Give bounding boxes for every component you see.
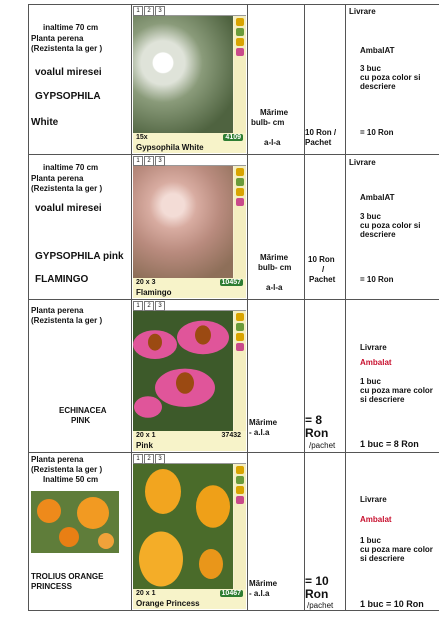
image-cell (132, 453, 248, 611)
common-name: voalul miresei (35, 203, 102, 214)
month-strip: 1 2 3 (133, 454, 246, 464)
card-footer (133, 431, 246, 451)
variety-name: PINK (71, 416, 91, 425)
photo-text: cu poza color si (360, 73, 421, 82)
description-cell (29, 300, 132, 453)
frost-text: (Rezistenta la ger ) (31, 465, 103, 474)
perennial-text: Planta perena (31, 455, 84, 464)
bee-icon (236, 486, 244, 494)
description-cell (29, 453, 132, 611)
leaf-icon (236, 28, 244, 36)
sun-icon (236, 168, 244, 176)
frost-text: (Rezistenta la ger ) (31, 184, 103, 193)
perennial-text: Planta perena (31, 306, 84, 315)
price-cell (305, 453, 346, 611)
price-cell (305, 300, 346, 453)
photo-text: cu poza color si (360, 221, 421, 230)
card-code: 10467 (221, 590, 241, 597)
total-text: = 10 Ron (360, 128, 394, 137)
common-name: voalul miresei (35, 67, 102, 78)
flower-icon (236, 496, 244, 504)
total-text: 1 buc = 8 Ron (360, 439, 419, 449)
delivery-label: Livrare (360, 343, 387, 352)
echinacea-photo (133, 311, 233, 431)
size-value: - a.l.a (249, 589, 270, 598)
qty-text: 3 buc (360, 212, 381, 221)
trollius-thumbnail (31, 491, 119, 553)
info-cell (346, 5, 439, 155)
size-value: a-l-a (264, 138, 281, 147)
gypsophila-pink-photo (133, 166, 233, 278)
flower-icon (236, 343, 244, 351)
month-strip: 1 2 3 (133, 6, 246, 16)
price-value: = 8 (305, 413, 323, 427)
card-code: 37432 (221, 432, 241, 439)
price-unit: Pachet (309, 275, 336, 284)
card-name: Flamingo (136, 288, 172, 297)
photo-text: cu poza mare color (360, 386, 433, 395)
size-label: Mărime (249, 418, 278, 427)
variety-name: White (31, 117, 59, 128)
qty-text: 3 buc (360, 64, 381, 73)
icon-column (234, 464, 246, 589)
card-name: Orange Princess (136, 599, 200, 608)
trollius-flowers (133, 464, 233, 589)
price-sep: / (322, 265, 325, 274)
perennial-text: Planta perena (31, 174, 84, 183)
icon-column (234, 166, 246, 278)
size-value: - a.l.a (249, 428, 270, 437)
flower-icon (236, 198, 244, 206)
trollius-thumbnail-flowers (31, 491, 119, 553)
desc-text: si descriere (360, 395, 405, 404)
species-name: GYPSOPHILA (35, 91, 101, 102)
price-currency: Ron (305, 426, 329, 440)
total-text: = 10 Ron (360, 275, 394, 284)
price-cell (305, 5, 346, 155)
image-cell (132, 5, 248, 155)
icon-column (234, 311, 246, 431)
info-cell (346, 300, 439, 453)
variety-name: FLAMINGO (35, 274, 89, 285)
price-text: 10 Ron (308, 255, 335, 264)
leaf-icon (236, 178, 244, 186)
sun-icon (236, 18, 244, 26)
sun-icon (236, 313, 244, 321)
desc-text: si descriere (360, 554, 405, 563)
height-text: Inaltime 50 cm (43, 475, 99, 484)
perennial-text: Planta perena (31, 34, 84, 43)
price-unit: /pachet (309, 441, 336, 450)
packaging-label: AmbalAT (360, 193, 395, 202)
card-qty: 15x (136, 134, 148, 141)
size-label: Mărime (249, 579, 278, 588)
frost-text: (Rezistenta la ger ) (31, 316, 103, 325)
packaging-label: AmbalAT (360, 46, 395, 55)
size-cell (248, 453, 305, 611)
leaf-icon (236, 476, 244, 484)
delivery-label: Livrare (349, 7, 376, 16)
price-unit: Pachet (305, 138, 332, 147)
desc-text: descriere (360, 82, 396, 91)
frost-text: (Rezistenta la ger ) (31, 44, 103, 53)
variety-name: PRINCESS (31, 582, 72, 591)
product-card (133, 156, 246, 298)
size-value: a-l-a (266, 283, 283, 292)
height-text: inaltime 70 cm (43, 163, 99, 172)
size-cell (248, 155, 305, 300)
card-footer (133, 278, 246, 298)
card-qty: 20 x 1 (136, 590, 156, 597)
product-table (28, 4, 439, 611)
photo-text: cu poza mare color (360, 545, 433, 554)
qty-text: 1 buc (360, 377, 381, 386)
desc-text: descriere (360, 230, 396, 239)
price-text: 10 Ron / (305, 128, 337, 137)
sun-icon (236, 466, 244, 474)
product-card (133, 454, 246, 609)
total-text: 1 buc = 10 Ron (360, 599, 424, 609)
card-footer (133, 133, 246, 153)
bee-icon (236, 333, 244, 341)
card-name: Gypsophila White (136, 143, 204, 152)
size-label: Mărime (260, 253, 289, 262)
bee-icon (236, 188, 244, 196)
card-qty: 20 x 1 (136, 432, 156, 439)
size-cell (248, 300, 305, 453)
bee-icon (236, 38, 244, 46)
trollius-photo (133, 464, 233, 589)
card-code: 4109 (225, 134, 241, 141)
species-name: GYPSOPHILA pink (35, 251, 124, 262)
delivery-label: Livrare (360, 495, 387, 504)
month-strip: 1 2 3 (133, 156, 246, 166)
height-text: inaltime 70 cm (43, 23, 99, 32)
packaging-label: Ambalat (360, 358, 392, 367)
size-label: Mărime (260, 108, 289, 117)
icon-column (234, 16, 246, 133)
info-cell (346, 453, 439, 611)
species-name: TROLIUS ORANGE (31, 572, 104, 581)
product-card (133, 301, 246, 451)
size-cell (248, 5, 305, 155)
description-cell (29, 5, 132, 155)
product-card (133, 6, 246, 153)
species-name: ECHINACEA (59, 406, 107, 415)
month-strip: 1 2 3 (133, 301, 246, 311)
qty-text: 1 buc (360, 536, 381, 545)
echinacea-flowers (133, 311, 233, 431)
price-value: = 10 (305, 574, 329, 588)
delivery-label: Livrare (349, 158, 376, 167)
description-cell (29, 155, 132, 300)
price-unit: /pachet (307, 601, 334, 610)
leaf-icon (236, 323, 244, 331)
price-cell (305, 155, 346, 300)
image-cell (132, 155, 248, 300)
card-code: 10457 (221, 279, 241, 286)
info-cell (346, 155, 439, 300)
card-name: Pink (136, 441, 153, 450)
size-unit: bulb- cm (258, 263, 292, 272)
image-cell (132, 300, 248, 453)
flower-icon (236, 48, 244, 56)
card-footer (133, 589, 246, 609)
size-unit: bulb- cm (251, 118, 285, 127)
card-qty: 20 x 3 (136, 279, 156, 286)
price-currency: Ron (305, 587, 329, 601)
packaging-label: Ambalat (360, 515, 392, 524)
gypsophila-white-photo (133, 16, 233, 133)
